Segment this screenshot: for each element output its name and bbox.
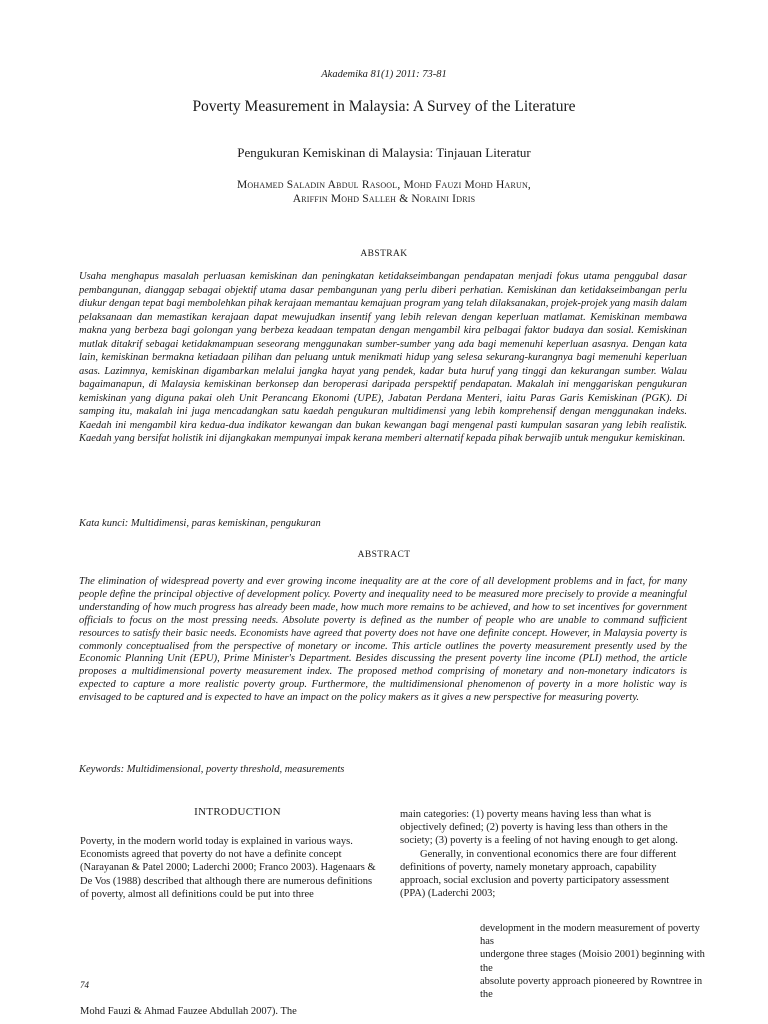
- paper-subtitle: Pengukuran Kemiskinan di Malaysia: Tinjauan Literatur: [237, 145, 531, 160]
- authors-line-2: Ariffin Mohd Salleh & Noraini Idris: [292, 193, 476, 205]
- body-column-left: Poverty, in the modern world today is explained in various ways. Economists agreed that poverty do not have a definite concept (Narayanan & Patel 2000; Laderchi 2000; Franco 2003). Hagenaars & De Vos (1988) described that although there are numerous definitions of poverty, almost all definitions could be put into three: [80, 836, 376, 900]
- introduction-heading: INTRODUCTION: [194, 806, 281, 818]
- body-overflow-column: [480, 922, 768, 1001]
- body-column-right: [400, 808, 690, 900]
- body-line: absolute poverty approach pioneered by Rowntree in: [480, 975, 703, 987]
- body-paragraph: Generally, in conventional economics there are four different definitions of poverty, namely monetary approach, capability approach, social exclusion and poverty participatory assessment (PPA) (Laderchi 2003;: [400, 848, 677, 900]
- abstrak-heading: ABSTRAK: [360, 249, 408, 259]
- abstract-heading: ABSTRACT: [357, 550, 411, 560]
- body-paragraph: main categories: (1) poverty means having less than what is objectively defined; (2) poverty is having less than others in the society; (3) poverty is a feeling of not having enough to get along.: [400, 809, 678, 847]
- body-line: development in the modern measurement of poverty: [480, 923, 700, 934]
- body-line: the: [480, 989, 493, 1001]
- body-line: has: [480, 936, 494, 948]
- abstrak-text: Usaha menghapus masalah perluasan kemiskinan dan peningkatan ketidakseimbangan pendapatan menjadi fokus utama penggubal dasar pembangunan, dianggap sebagai objektif utama dasar pembangunan yang perlu diberi perhatian. Kemiskinan dan ketidakseimbangan perlu diukur dengan tepat bagi membolehkan pihak kerajaan memantau kemajuan program yang telah dilaksanakan, projek-projek yang masih dalam pelaksanaan dan memastikan kerajaan dapat mewujudkan insentif yang lebih relevan dengan keperluan matlamat. Kemiskinan membawa makna yang berbeza bagi golongan yang berbeza keadaan tempatan dengan mengambil kira pelbagai faktor budaya dan sosial. Kemiskinan mutlak ditakrif sebagai ketidakmampuan seseorang menggunakan sumber-sumber yang ada bagi memenuhi keperluan asasnya. Dengan kata lain, kemiskinan bermakna ketiadaan pilihan dan peluang untuk menikmati hidup yang selesa sekurang-kurangnya bagi memenuhi keperluan asas. Lazimnya, kemiskinan digambarkan melalui jangka hayat yang pendek, kadar buta huruf yang tinggi dan kekurangan sumber. Walau bagaimanapun, di Malaysia kemiskinan berkonsep dan beroperasi daripada perspektif pendapatan. Makalah ini menggariskan pengukuran kemiskinan yang diguna pakai oleh Unit Perancang Ekonomi (UPE), Jabatan Perdana Menteri, iaitu Paras Garis Kemiskinan (PGK). Di samping itu, makalah ini juga mencadangkan satu kaedah pengukuran multidimensi yang lebih komprehensif dengan menggunakan indeks. Kaedah ini mengambil kira kedua-dua indikator kewangan dan bukan kewangan bagi mengenal pasti kumpulan sasaran yang lebih realistik. Kaedah yang bersifat holistik ini dijangkakan mempunyai impak kerana memberi alternatif kepada pihak berwajib untuk mengukur kemiskinan.: [79, 271, 688, 444]
- paper-title: Poverty Measurement in Malaysia: A Survey of the Literature: [192, 98, 576, 115]
- abstract-keywords: Keywords: Multidimensional, poverty threshold, measurements: [79, 764, 345, 775]
- body-line: undergone three stages (Moisio 2001) beginning with: [480, 949, 705, 961]
- body-line: the: [480, 962, 493, 974]
- body-overflow-line: Mohd Fauzi & Ahmad Fauzee Abdullah 2007). The: [80, 1006, 297, 1017]
- abstrak-keywords: Kata kunci: Multidimensi, paras kemiskinan, pengukuran: [79, 518, 321, 529]
- page-number: 74: [80, 980, 89, 990]
- authors-line-1: Mohamed Saladin Abdul Rasool, Mohd Fauzi Mohd Harun,: [236, 179, 532, 191]
- journal-citation: Akademika 81(1) 2011: 73-81: [321, 69, 447, 80]
- abstract-text: The elimination of widespread poverty and ever growing income inequality are at the core of all development problems and in fact, for many people define the principal objective of development policy. Poverty and inequality need to be measured more precisely to provide a meaningful understanding of how much progress has already been made, how much more remains to be achieved, and how to set incentives for government officials to focus on the most pressing needs. Absolute poverty is defined as the number of people who are unable to command sufficient resources to satisfy their basic needs. Economists have agreed that poverty does not have one definite concept. However, in Malaysia poverty is commonly conceptualised from the perspective of monetary or income. This article outlines the poverty measurement presently used by the Economic Planning Unit (EPU), Prime Minister's Department. Besides discussing the present poverty line income (PLI) method, the article proposes a multidimensional poverty measurement index. The proposed method comprising of monetary and non-monetary indicators is expected to capture a more realistic poverty group. Furthermore, the multidimensional phenomenon of poverty in a more holistic way is envisaged to be captured and is expected to have an impact on the policy makers as it gives a new perspective for measuring poverty.: [79, 576, 687, 704]
